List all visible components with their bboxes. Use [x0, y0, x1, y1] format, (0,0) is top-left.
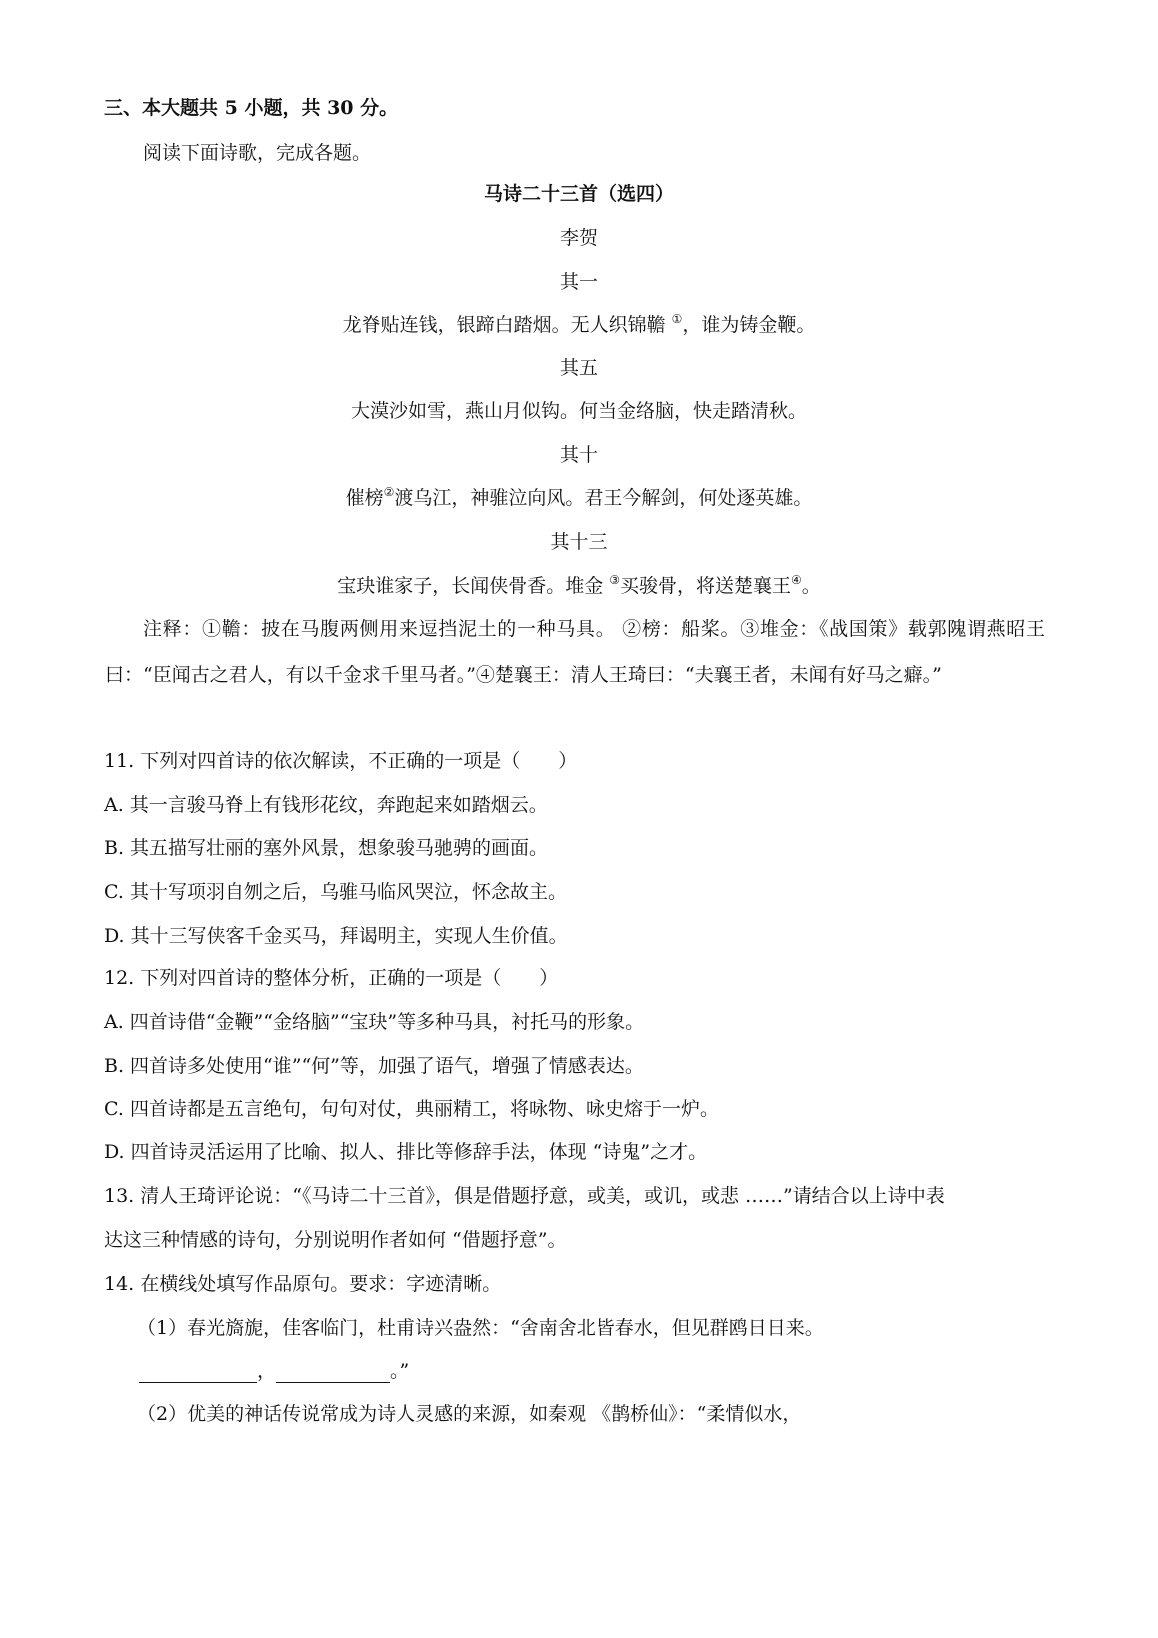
question-11-option-b: B. 其五描写壮丽的塞外风景，想象骏马驰骋的画面。	[104, 837, 549, 859]
poem-line: 催榜②渡乌江，神骓泣向风。君王今解剑，何处逐英雄。	[345, 485, 813, 509]
section-heading: 三、本大题共 5 小题，共 30 分。	[104, 97, 399, 119]
section-intro: 阅读下面诗歌，完成各题。	[143, 142, 372, 164]
question-12-option-a: A. 四首诗借“金鞭”“金络脑”“宝玦”等多种马具，衬托马的形象。	[104, 1011, 645, 1033]
question-14-item-2: （2）优美的神话传说常成为诗人灵感的来源，如秦观 《鹊桥仙》：“柔情似水，	[137, 1403, 802, 1425]
poem-line: 宝玦谁家子，长闻侠骨香。堆金 ③买骏骨，将送楚襄王④。	[337, 573, 821, 597]
question-11-option-a: A. 其一言骏马脊上有钱形花纹，奔跑起来如踏烟云。	[104, 794, 548, 816]
answer-blank-2[interactable]	[276, 1362, 390, 1383]
question-14-blanks: ， 。”	[139, 1359, 409, 1383]
poem-line: 大漠沙如雪，燕山月似钩。何当金络脑，快走踏清秋。	[350, 400, 807, 422]
answer-blank-1[interactable]	[139, 1362, 257, 1383]
poem-title: 马诗二十三首（选四）	[483, 183, 674, 205]
footnote-mark: ③	[609, 573, 620, 587]
poem-line: 龙脊贴连钱，银蹄白踏烟。无人织锦韂 ①，谁为铸金鞭。	[342, 312, 816, 336]
question-14-item-1: （1）春光旖旎，佳客临门，杜甫诗兴盎然：“舍南舍北皆春水，但见群鸥日日来。	[137, 1317, 824, 1339]
question-13-stem: 13. 清人王琦评论说：“《马诗二十三首》，俱是借题抒意，或美，或讥，或悲 ……”请结合以上诗中表	[104, 1185, 945, 1207]
question-11-stem: 11. 下列对四首诗的依次解读，不正确的一项是（ ）	[104, 750, 578, 772]
poem-author: 李贺	[559, 227, 598, 249]
footnote-mark: ①	[671, 312, 683, 326]
question-12-stem: 12. 下列对四首诗的整体分析，正确的一项是（ ）	[104, 967, 559, 989]
question-14-stem: 14. 在横线处填写作品原句。要求：字迹清晰。	[104, 1273, 502, 1295]
poem-part-heading: 其十三	[550, 531, 608, 553]
footnote-mark: ②	[383, 485, 395, 499]
question-12-option-b: B. 四首诗多处使用“谁”“何”等，加强了语气，增强了情感表达。	[104, 1055, 644, 1077]
footnote-mark: ④	[791, 573, 802, 587]
poem-part-heading: 其五	[559, 357, 598, 379]
poem-part-heading: 其十	[559, 444, 598, 466]
question-12-option-d: D. 四首诗灵活运用了比喻、拟人、排比等修辞手法，体现 “诗鬼”之才。	[104, 1141, 708, 1163]
question-11-option-c: C. 其十写项羽自刎之后，乌骓马临风哭泣，怀念故主。	[104, 881, 567, 903]
question-11-option-d: D. 其十三写侠客千金买马，拜谒明主，实现人生价值。	[104, 925, 568, 947]
poem-notes: 注释：①韂：披在马腹两侧用来逗挡泥土的一种马具。 ②榜：船桨。③堆金：《战国策》载郭隗谓燕昭王曰：“臣闻古之君人，有以千金求千里马者。”④楚襄王：清人王琦曰：“夫襄王者，未闻有好马之癖。”	[105, 618, 1045, 686]
question-13-stem-cont: 达这三种情感的诗句，分别说明作者如何 “借题抒意”。	[104, 1229, 567, 1251]
poem-part-heading: 其一	[559, 271, 598, 293]
question-12-option-c: C. 四首诗都是五言绝句，句句对仗，典丽精工，将咏物、咏史熔于一炉。	[104, 1098, 719, 1120]
